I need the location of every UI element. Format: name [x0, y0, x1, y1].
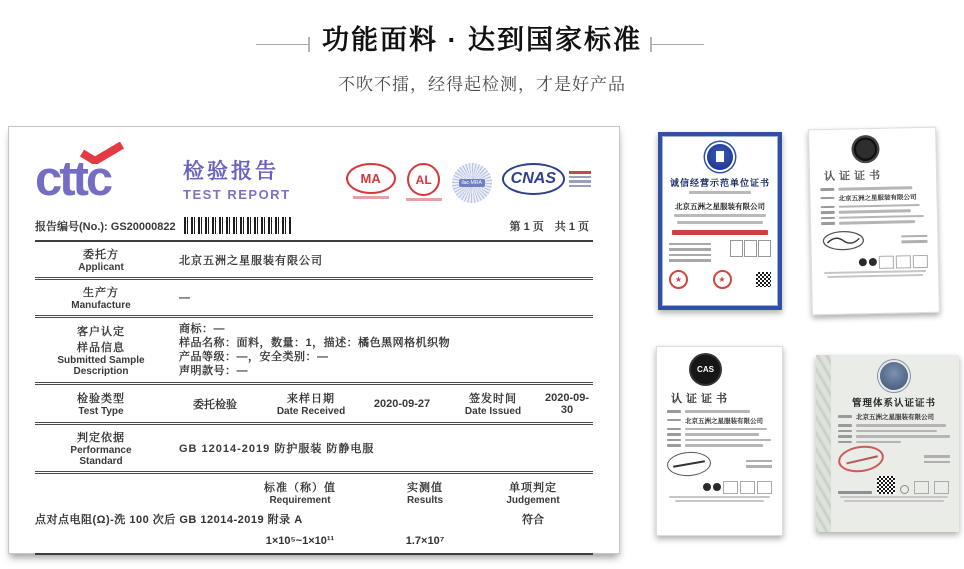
report-title-zh: 检验报告 [183, 160, 279, 183]
red-stamp-icon: ★ [669, 270, 688, 289]
red-stamp-icon: ★ [713, 270, 732, 289]
certificate-title: 诚信经营示范单位证书 [669, 178, 770, 188]
fine-print-line [669, 496, 770, 498]
results-row [35, 509, 593, 555]
signature-row [667, 452, 772, 476]
row-label: 检验类型 Test Type [77, 393, 125, 417]
accreditation-dot-icon [703, 483, 711, 491]
stamp-row [838, 446, 950, 472]
cma-mark-label: MA [360, 171, 381, 186]
text-line-row [667, 439, 772, 442]
title-decoration-right [650, 44, 704, 45]
cnas-label: CNAS [502, 163, 565, 195]
test-type-value: 委托检验 [193, 398, 237, 411]
cttc-logo [35, 151, 173, 207]
certificate-emblem-icon [707, 144, 733, 170]
fine-print-line [844, 500, 945, 502]
date-issued-value: 2020-09-30 [544, 391, 590, 416]
black-seal-icon [853, 137, 877, 161]
text-line-row [821, 220, 927, 225]
result-value: 1.7×10⁷ [405, 535, 445, 547]
judgement-value: 符合 [522, 514, 544, 526]
requirement-header: 标准（称）值 Requirement [264, 482, 336, 506]
results-header [35, 474, 593, 509]
text-line-row [821, 209, 927, 214]
accreditation-dot-icon [859, 258, 867, 266]
al-mark-label: AL [415, 172, 432, 187]
cas-logo-icon: CAS [691, 355, 720, 384]
row-label: 生产方 Manufacture [71, 287, 131, 311]
checkmark-icon [79, 142, 125, 164]
fine-print-line [824, 269, 926, 273]
text-line [838, 491, 872, 494]
qr-code-icon [756, 272, 771, 287]
company-row: 北京五洲之星服装有限公司 [667, 416, 772, 425]
test-report-scan [8, 126, 620, 554]
qr-code-icon [877, 476, 895, 494]
watermark-strip [816, 355, 831, 532]
report-title-en: TEST REPORT [183, 187, 291, 202]
date-lines [924, 452, 950, 466]
text-line-row [667, 428, 772, 431]
accreditation-dot-icon [713, 483, 721, 491]
text-line-row [838, 435, 950, 438]
footer-logos [822, 254, 928, 269]
footer-logos [667, 481, 772, 494]
report-number: 报告编号(No.): GS20000822 [35, 220, 176, 233]
accreditation-dot-icon [869, 258, 877, 266]
certificate-certification-2 [656, 346, 783, 536]
barcode [184, 217, 292, 234]
cttc-logo-text: cttc [35, 152, 111, 206]
cnas-side-text-lines [569, 171, 591, 187]
cma-mark-icon [346, 163, 396, 199]
text-line [674, 214, 766, 217]
row-value: GB 12014-2019 防护服装 防静电服 [179, 443, 375, 455]
accreditation-marks [346, 163, 591, 203]
certificate-title: 认证证书 [671, 393, 731, 405]
certificate-certification-1 [808, 127, 940, 316]
date-lines [746, 457, 772, 471]
report-title [183, 155, 291, 202]
certificate-footer [838, 476, 950, 494]
text-line-row [820, 186, 926, 191]
row-label: 委托方 Applicant [78, 249, 124, 273]
row-value: — [179, 291, 191, 304]
report-row-sample-info [35, 318, 593, 385]
report-header [35, 127, 593, 207]
section-subtitle: 不吹不擂，经得起检测，才是好产品 [338, 75, 626, 94]
date-issued-label: 签发时间 Date Issued [464, 393, 522, 417]
company-row: 北京五洲之星服装有限公司 [820, 191, 926, 202]
text-line-row [667, 410, 772, 413]
row-label: 客户认定 样品信息 Submitted Sample Description [57, 326, 145, 377]
text-line-row [821, 203, 927, 208]
company-row: 北京五洲之星服装有限公司 [838, 412, 950, 421]
row-value: 北京五洲之星服装有限公司 [179, 254, 323, 267]
text-line-row [667, 444, 772, 447]
row-label: 判定依据 Performance Standard [70, 432, 132, 467]
accreditation-dot-icon [900, 485, 909, 494]
page-number: 第 1 页 共 1 页 [509, 220, 589, 233]
report-row-applicant [35, 242, 593, 280]
text-line-row [838, 441, 950, 444]
photo-boxes [730, 240, 771, 257]
certificate-integrity-award [658, 132, 782, 310]
cnas-logo-icon [502, 163, 591, 195]
report-number-row [35, 217, 593, 234]
al-mark-icon [406, 163, 442, 201]
report-row-standard [35, 425, 593, 474]
report-row-manufacture [35, 280, 593, 318]
signature-icon [821, 229, 865, 252]
signature-icon [666, 450, 712, 477]
requirement-value: 1×10⁵~1×10¹¹ [265, 535, 335, 547]
ilac-mra-label: ilac-MRA [459, 179, 485, 187]
section-title: 功能面料 · 达到国家标准 [322, 25, 642, 55]
signature-row [821, 227, 927, 251]
ilac-mra-stamp-icon [452, 163, 492, 203]
certificate-details [669, 240, 771, 265]
date-lines [901, 231, 927, 246]
text-line-row [821, 214, 927, 219]
date-received-label: 来样日期 Date Received [276, 393, 346, 417]
text-line-row [667, 433, 772, 436]
fine-print-line [675, 500, 764, 502]
al-number-line [406, 198, 442, 201]
certificate-emblem-icon [880, 362, 908, 390]
certificate-management-system [816, 355, 959, 532]
certificate-number-line [689, 191, 750, 194]
judgement-header: 单项判定 Judgement [506, 482, 560, 506]
detail-text-lines [669, 240, 730, 265]
report-row-test-type [35, 385, 593, 425]
results-header-col: 实测值 Results [406, 482, 444, 506]
red-stamp-icon [836, 443, 885, 475]
row-value: 商标：— 样品名称：面料，数量：1，描述：橘色黑网格机织物 产品等级：—，安全类别：— 声明款号：— [179, 323, 451, 377]
certificate-company: 北京五洲之星服装有限公司 [675, 202, 765, 211]
certificate-title: 认证证书 [823, 169, 885, 184]
fine-print-line [840, 496, 948, 498]
certificate-footer [669, 270, 771, 289]
cma-number-line [353, 196, 389, 199]
red-award-text-line [672, 230, 768, 235]
text-line-row [838, 424, 950, 427]
test-item: 点对点电阻(Ω)-洗 100 次后 GB 12014-2019 附录 A [35, 514, 303, 526]
fine-print-line [827, 273, 922, 277]
text-line-row [838, 430, 950, 433]
certificate-title: 管理体系认证证书 [851, 398, 936, 409]
text-line [677, 221, 764, 224]
date-received-value: 2020-09-27 [373, 397, 431, 410]
